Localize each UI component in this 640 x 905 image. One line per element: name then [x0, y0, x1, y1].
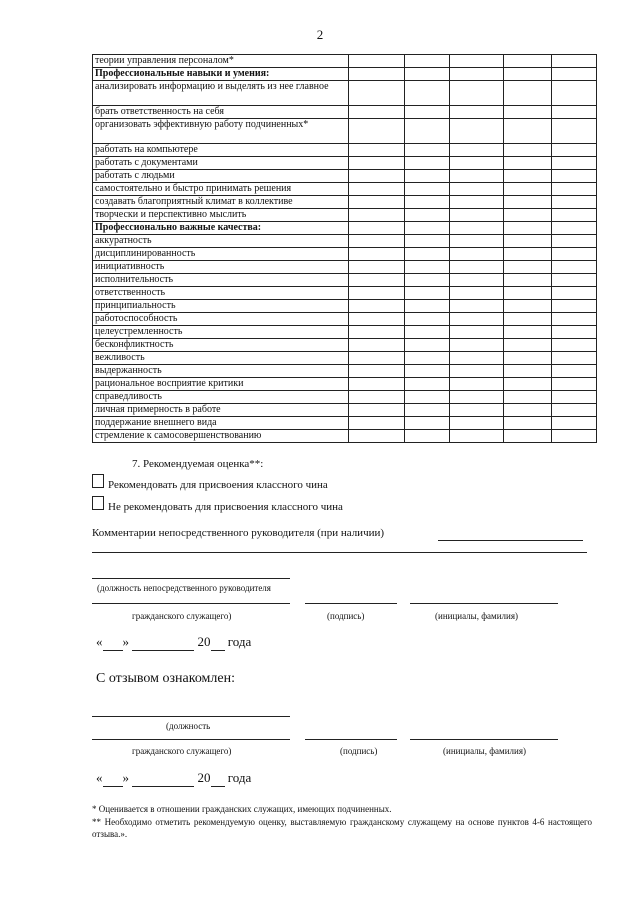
- rating-cell[interactable]: [405, 170, 450, 183]
- employee-position-label: (должность: [166, 721, 211, 731]
- rating-cell[interactable]: [504, 119, 552, 144]
- rating-cell[interactable]: [504, 430, 552, 443]
- manager-signature-line[interactable]: [305, 603, 397, 604]
- rating-cell[interactable]: [405, 326, 450, 339]
- rating-cell[interactable]: [405, 144, 450, 157]
- date-day-field[interactable]: [103, 770, 123, 787]
- rating-cell[interactable]: [552, 404, 597, 417]
- table-row: [93, 196, 597, 209]
- table-row: [93, 106, 597, 119]
- rating-cell[interactable]: [504, 68, 552, 81]
- criterion-label: дисциплинированность: [93, 248, 349, 261]
- date-suffix: года: [227, 634, 252, 649]
- rating-cell[interactable]: [504, 378, 552, 391]
- criterion-label: анализировать информацию и выделять из нее главное: [93, 81, 349, 106]
- rating-cell[interactable]: [552, 248, 597, 261]
- rating-cell[interactable]: [450, 352, 504, 365]
- rating-cell[interactable]: [349, 235, 405, 248]
- rating-cell[interactable]: [504, 183, 552, 196]
- rating-cell[interactable]: [504, 326, 552, 339]
- table-row: [93, 248, 597, 261]
- table-row: [93, 391, 597, 404]
- comments-line-1[interactable]: [438, 540, 583, 541]
- rating-cell[interactable]: [504, 339, 552, 352]
- criterion-label: вежливость: [93, 352, 349, 365]
- rating-cell[interactable]: [552, 157, 597, 170]
- rating-cell[interactable]: [450, 404, 504, 417]
- table-row: [93, 235, 597, 248]
- rating-cell[interactable]: [405, 222, 450, 235]
- rating-cell[interactable]: [405, 261, 450, 274]
- rating-cell[interactable]: [349, 106, 405, 119]
- table-row: [93, 157, 597, 170]
- rating-cell[interactable]: [349, 81, 405, 106]
- rating-cell[interactable]: [552, 68, 597, 81]
- rating-cell[interactable]: [349, 55, 405, 68]
- rating-cell[interactable]: [405, 248, 450, 261]
- rating-cell[interactable]: [504, 170, 552, 183]
- comments-line-2[interactable]: [92, 552, 587, 553]
- criterion-label: стремление к самосовершенствованию: [93, 430, 349, 443]
- rating-cell[interactable]: [504, 417, 552, 430]
- rating-cell[interactable]: [349, 365, 405, 378]
- rating-cell[interactable]: [552, 300, 597, 313]
- rating-cell[interactable]: [450, 81, 504, 106]
- rating-cell[interactable]: [349, 170, 405, 183]
- table-row: [93, 430, 597, 443]
- rating-cell[interactable]: [349, 248, 405, 261]
- criterion-label: поддержание внешнего вида: [93, 417, 349, 430]
- date-close-quote: »: [122, 770, 129, 785]
- rating-cell[interactable]: [504, 404, 552, 417]
- criterion-label: работать с документами: [93, 157, 349, 170]
- date-open-quote: «: [96, 634, 103, 649]
- date-year-field[interactable]: [211, 770, 225, 787]
- recommendation-heading: 7. Рекомендуемая оценка**:: [132, 458, 264, 470]
- rating-cell[interactable]: [552, 430, 597, 443]
- rating-cell[interactable]: [349, 326, 405, 339]
- rating-cell[interactable]: [552, 106, 597, 119]
- footnote-1: * Оценивается в отношении гражданских служащих, имеющих подчиненных.: [92, 804, 392, 814]
- table-row: [93, 313, 597, 326]
- rating-cell[interactable]: [349, 300, 405, 313]
- rating-cell[interactable]: [450, 55, 504, 68]
- rating-cell[interactable]: [504, 222, 552, 235]
- rating-cell[interactable]: [504, 81, 552, 106]
- rating-cell[interactable]: [450, 222, 504, 235]
- manager-signature-label: (подпись): [327, 611, 365, 621]
- manager-position-label-2: гражданского служащего): [132, 611, 232, 621]
- rating-cell[interactable]: [450, 106, 504, 119]
- table-row: [93, 170, 597, 183]
- rating-cell[interactable]: [349, 378, 405, 391]
- table-row: [93, 209, 597, 222]
- rating-cell[interactable]: [405, 404, 450, 417]
- rating-cell[interactable]: [405, 183, 450, 196]
- rating-cell[interactable]: [405, 313, 450, 326]
- page-number: 2: [316, 27, 324, 42]
- criterion-label: работать с людьми: [93, 170, 349, 183]
- recommend-label: Рекомендовать для присвоения классного чина: [108, 479, 328, 491]
- rating-cell[interactable]: [405, 68, 450, 81]
- footnote-2: ** Необходимо отметить рекомендуемую оценку, выставляемую гражданскому служащему на основе пунктов 4-6 настоящего отзыва.».: [92, 817, 592, 839]
- criterion-label: выдержанность: [93, 365, 349, 378]
- table-row: [93, 352, 597, 365]
- rating-cell[interactable]: [450, 274, 504, 287]
- rating-cell[interactable]: [349, 68, 405, 81]
- manager-name-line[interactable]: [410, 603, 558, 604]
- rating-cell[interactable]: [405, 235, 450, 248]
- rating-cell[interactable]: [405, 196, 450, 209]
- rating-cell[interactable]: [450, 313, 504, 326]
- criterion-label: принципиальность: [93, 300, 349, 313]
- criterion-label: работоспособность: [93, 313, 349, 326]
- rating-cell[interactable]: [405, 300, 450, 313]
- rating-cell[interactable]: [450, 300, 504, 313]
- table-row: [93, 365, 597, 378]
- employee-date: [96, 770, 251, 787]
- manager-date: [96, 634, 251, 651]
- employee-signature-label: (подпись): [340, 746, 378, 756]
- rating-cell[interactable]: [504, 352, 552, 365]
- criterion-label: целеустремленность: [93, 326, 349, 339]
- employee-position-line[interactable]: [92, 716, 290, 717]
- rating-cell[interactable]: [552, 365, 597, 378]
- table-section-row: [93, 222, 597, 235]
- rating-cell[interactable]: [349, 430, 405, 443]
- criterion-label: аккуратность: [93, 235, 349, 248]
- criterion-label: инициативность: [93, 261, 349, 274]
- criterion-label: личная примерность в работе: [93, 404, 349, 417]
- rating-cell[interactable]: [552, 417, 597, 430]
- rating-cell[interactable]: [405, 209, 450, 222]
- criterion-label: организовать эффективную работу подчиненных*: [93, 119, 349, 144]
- rating-cell[interactable]: [552, 81, 597, 106]
- table-row: [93, 274, 597, 287]
- date-day-field[interactable]: [103, 634, 123, 651]
- rating-cell[interactable]: [405, 119, 450, 144]
- table-row: [93, 55, 597, 68]
- rating-cell[interactable]: [349, 119, 405, 144]
- rating-cell[interactable]: [405, 352, 450, 365]
- rating-cell[interactable]: [349, 183, 405, 196]
- rating-cell[interactable]: [450, 417, 504, 430]
- criterion-label: теории управления персоналом*: [93, 55, 349, 68]
- rating-cell[interactable]: [504, 313, 552, 326]
- table-section-row: [93, 68, 597, 81]
- rating-cell[interactable]: [552, 235, 597, 248]
- table-row: [93, 119, 597, 144]
- rating-cell[interactable]: [405, 391, 450, 404]
- rating-cell[interactable]: [504, 235, 552, 248]
- recommend-checkbox[interactable]: [92, 474, 104, 488]
- rating-cell[interactable]: [349, 274, 405, 287]
- section-heading: Профессиональные навыки и умения:: [93, 68, 349, 81]
- table-row: [93, 404, 597, 417]
- rating-cell[interactable]: [504, 261, 552, 274]
- not-recommend-checkbox[interactable]: [92, 496, 104, 510]
- rating-cell[interactable]: [349, 261, 405, 274]
- rating-cell[interactable]: [450, 287, 504, 300]
- manager-position-line-2[interactable]: [92, 603, 290, 604]
- rating-cell[interactable]: [450, 119, 504, 144]
- rating-cell[interactable]: [349, 313, 405, 326]
- rating-cell[interactable]: [552, 274, 597, 287]
- rating-cell[interactable]: [552, 287, 597, 300]
- rating-cell[interactable]: [450, 157, 504, 170]
- employee-position-line-2[interactable]: [92, 739, 290, 740]
- employee-name-line[interactable]: [410, 739, 558, 740]
- rating-cell[interactable]: [450, 339, 504, 352]
- table-row: [93, 326, 597, 339]
- table-row: [93, 300, 597, 313]
- rating-cell[interactable]: [552, 144, 597, 157]
- rating-cell[interactable]: [405, 55, 450, 68]
- rating-cell[interactable]: [450, 378, 504, 391]
- rating-cell[interactable]: [504, 391, 552, 404]
- section-heading: Профессионально важные качества:: [93, 222, 349, 235]
- criterion-label: справедливость: [93, 391, 349, 404]
- rating-cell[interactable]: [504, 157, 552, 170]
- date-suffix: года: [227, 770, 252, 785]
- date-month-field[interactable]: [132, 634, 194, 651]
- rating-cell[interactable]: [504, 300, 552, 313]
- rating-cell[interactable]: [349, 391, 405, 404]
- date-close-quote: »: [122, 634, 129, 649]
- table-row: [93, 261, 597, 274]
- rating-cell[interactable]: [552, 391, 597, 404]
- rating-cell[interactable]: [552, 183, 597, 196]
- criterion-label: работать на компьютере: [93, 144, 349, 157]
- manager-position-label: (должность непосредственного руководителя: [97, 583, 271, 593]
- manager-name-label: (инициалы, фамилия): [435, 611, 518, 621]
- rating-cell[interactable]: [450, 170, 504, 183]
- rating-cell[interactable]: [349, 339, 405, 352]
- rating-cell[interactable]: [450, 68, 504, 81]
- rating-cell[interactable]: [349, 209, 405, 222]
- date-year-prefix: 20: [197, 634, 211, 649]
- rating-cell[interactable]: [450, 183, 504, 196]
- rating-cell[interactable]: [405, 287, 450, 300]
- rating-cell[interactable]: [552, 352, 597, 365]
- comments-label: Комментарии непосредственного руководителя (при наличии): [92, 527, 385, 539]
- rating-cell[interactable]: [504, 196, 552, 209]
- rating-cell[interactable]: [405, 81, 450, 106]
- rating-cell[interactable]: [405, 417, 450, 430]
- rating-cell[interactable]: [450, 196, 504, 209]
- rating-cell[interactable]: [504, 365, 552, 378]
- rating-cell[interactable]: [450, 391, 504, 404]
- employee-position-label-2: гражданского служащего): [132, 746, 232, 756]
- rating-cell[interactable]: [349, 352, 405, 365]
- rating-cell[interactable]: [552, 119, 597, 144]
- rating-cell[interactable]: [552, 209, 597, 222]
- rating-cell[interactable]: [552, 261, 597, 274]
- rating-cell[interactable]: [405, 378, 450, 391]
- rating-cell[interactable]: [405, 157, 450, 170]
- table-row: [93, 287, 597, 300]
- rating-cell[interactable]: [504, 248, 552, 261]
- criterion-label: исполнительность: [93, 274, 349, 287]
- not-recommend-option[interactable]: [92, 496, 343, 515]
- rating-cell[interactable]: [552, 222, 597, 235]
- criterion-label: самостоятельно и быстро принимать решения: [93, 183, 349, 196]
- rating-cell[interactable]: [450, 209, 504, 222]
- not-recommend-label: Не рекомендовать для присвоения классного чина: [108, 501, 343, 513]
- rating-cell[interactable]: [450, 326, 504, 339]
- rating-cell[interactable]: [450, 248, 504, 261]
- date-year-field[interactable]: [211, 634, 225, 651]
- rating-cell[interactable]: [405, 106, 450, 119]
- criterion-label: творчески и перспективно мыслить: [93, 209, 349, 222]
- table-row: [93, 378, 597, 391]
- rating-cell[interactable]: [552, 170, 597, 183]
- rating-cell[interactable]: [405, 339, 450, 352]
- rating-cell[interactable]: [349, 287, 405, 300]
- rating-cell[interactable]: [349, 157, 405, 170]
- rating-cell[interactable]: [504, 106, 552, 119]
- rating-cell[interactable]: [450, 365, 504, 378]
- rating-cell[interactable]: [552, 378, 597, 391]
- rating-cell[interactable]: [405, 430, 450, 443]
- manager-position-line[interactable]: [92, 578, 290, 579]
- table-row: [93, 183, 597, 196]
- rating-cell[interactable]: [552, 55, 597, 68]
- rating-cell[interactable]: [450, 430, 504, 443]
- employee-signature-line[interactable]: [305, 739, 397, 740]
- rating-cell[interactable]: [504, 144, 552, 157]
- rating-cell[interactable]: [450, 261, 504, 274]
- criterion-label: брать ответственность на себя: [93, 106, 349, 119]
- table-row: [93, 417, 597, 430]
- recommend-option[interactable]: [92, 474, 328, 493]
- criterion-label: бесконфликтность: [93, 339, 349, 352]
- table-row: [93, 144, 597, 157]
- rating-cell[interactable]: [504, 209, 552, 222]
- rating-cell[interactable]: [450, 144, 504, 157]
- table-row: [93, 339, 597, 352]
- rating-cell[interactable]: [349, 417, 405, 430]
- acquainted-heading: С отзывом ознакомлен:: [96, 671, 235, 686]
- rating-cell[interactable]: [552, 339, 597, 352]
- criterion-label: создавать благоприятный климат в коллективе: [93, 196, 349, 209]
- rating-cell[interactable]: [349, 222, 405, 235]
- rating-cell[interactable]: [349, 404, 405, 417]
- rating-cell[interactable]: [504, 55, 552, 68]
- table-row: [93, 81, 597, 106]
- evaluation-table: [92, 54, 597, 443]
- rating-cell[interactable]: [450, 235, 504, 248]
- criterion-label: рациональное восприятие критики: [93, 378, 349, 391]
- rating-cell[interactable]: [504, 287, 552, 300]
- date-month-field[interactable]: [132, 770, 194, 787]
- rating-cell[interactable]: [552, 196, 597, 209]
- criterion-label: ответственность: [93, 287, 349, 300]
- date-year-prefix: 20: [197, 770, 211, 785]
- employee-name-label: (инициалы, фамилия): [443, 746, 526, 756]
- rating-cell[interactable]: [405, 274, 450, 287]
- rating-cell[interactable]: [552, 313, 597, 326]
- rating-cell[interactable]: [405, 365, 450, 378]
- rating-cell[interactable]: [349, 196, 405, 209]
- rating-cell[interactable]: [552, 326, 597, 339]
- rating-cell[interactable]: [504, 274, 552, 287]
- rating-cell[interactable]: [349, 144, 405, 157]
- date-open-quote: «: [96, 770, 103, 785]
